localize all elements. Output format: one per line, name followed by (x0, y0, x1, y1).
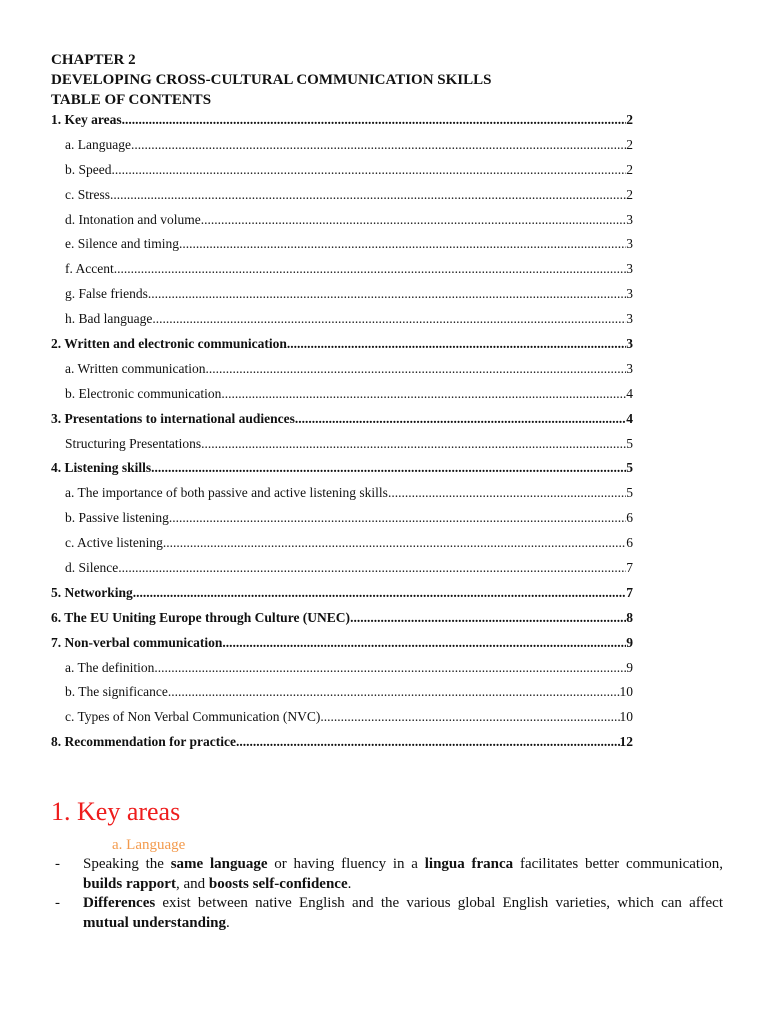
toc-entry[interactable] (51, 460, 633, 485)
toc-leader-dots (118, 560, 626, 576)
toc-leader-dots (236, 734, 620, 750)
toc-page-number: 5 (626, 485, 633, 501)
toc-entry[interactable] (51, 386, 633, 411)
toc-entry[interactable] (51, 137, 633, 162)
toc-leader-dots (110, 187, 626, 203)
toc-entry[interactable] (51, 660, 633, 685)
toc-leader-dots (151, 460, 626, 476)
toc-page-number: 6 (626, 535, 633, 551)
toc-leader-dots (163, 535, 626, 551)
toc-page-number: 7 (626, 584, 633, 600)
toc-entry[interactable] (51, 286, 633, 311)
toc-entry-title: a. The importance of both passive and active listening skills (65, 485, 388, 501)
toc-entry-title: 4. Listening skills (51, 460, 152, 476)
toc-page-number: 2 (626, 161, 633, 177)
toc-leader-dots (287, 336, 626, 352)
toc-entry-title: a. Language (65, 136, 131, 152)
toc-entry[interactable] (51, 510, 633, 535)
toc-entry-title: 2. Written and electronic communication (51, 336, 287, 352)
toc-entry-title: h. Bad language (65, 311, 153, 327)
toc-page-number: 3 (626, 336, 633, 352)
toc-entry[interactable] (51, 236, 633, 261)
toc-page-number: 2 (626, 136, 633, 152)
toc-entry-title: f. Accent (65, 261, 114, 277)
toc-entry-title: c. Active listening (65, 535, 163, 551)
toc-page-number: 3 (626, 261, 633, 277)
toc-leader-dots (222, 635, 626, 651)
toc-page-number: 3 (626, 311, 633, 327)
toc-entry[interactable] (51, 162, 633, 187)
toc-leader-dots (206, 361, 627, 377)
toc-entry[interactable] (51, 436, 633, 461)
toc-leader-dots (388, 485, 626, 501)
toc-entry[interactable] (51, 635, 633, 660)
toc-entry[interactable] (51, 411, 633, 436)
toc-page-number: 3 (626, 360, 633, 376)
toc-entry-title: 3. Presentations to international audiences (51, 410, 295, 426)
toc-entry[interactable] (51, 336, 633, 361)
toc-entry-title: g. False friends (65, 286, 148, 302)
toc-entry[interactable] (51, 585, 633, 610)
toc-page-number: 4 (626, 410, 633, 426)
toc-entry[interactable] (51, 112, 633, 137)
toc-entry-title: c. Stress (65, 186, 110, 202)
toc-entry[interactable] (51, 560, 633, 585)
toc-entry[interactable] (51, 734, 633, 759)
toc-entry[interactable] (51, 187, 633, 212)
toc-entry-title: d. Silence (65, 560, 119, 576)
section-heading: 1. Key areas (51, 797, 181, 826)
bullet-text: Speaking the same language or having fluency in a lingua franca facilitates better communication, builds rapport, and boosts self-confidence. (83, 856, 724, 892)
toc-entry-title: Structuring Presentations (65, 435, 202, 451)
bullet-list (51, 855, 723, 933)
toc-leader-dots (169, 510, 626, 526)
bullet-text: Differences exist between native English and the various global English varieties, which can affect mutual understanding. (83, 895, 723, 931)
toc-page-number: 5 (626, 460, 633, 476)
toc-leader-dots (112, 162, 627, 178)
toc-entry-title: b. Speed (65, 161, 112, 177)
toc-entry[interactable] (51, 709, 633, 734)
toc-entry[interactable] (51, 361, 633, 386)
toc-leader-dots (168, 684, 620, 700)
toc-heading: TABLE OF CONTENTS (51, 92, 212, 108)
toc-leader-dots (152, 311, 626, 327)
toc-page-number: 7 (626, 560, 633, 576)
bullet-marker: - (55, 856, 60, 872)
toc-page-number: 2 (626, 112, 633, 127)
toc-entry[interactable] (51, 212, 633, 237)
toc-entry[interactable] (51, 261, 633, 286)
toc-page-number: 3 (626, 286, 633, 302)
toc-page-number: 3 (626, 236, 633, 252)
toc-page-number: 12 (619, 734, 633, 750)
toc-page-number: 4 (626, 385, 633, 401)
toc-leader-dots (179, 236, 626, 252)
toc-entry[interactable] (51, 610, 633, 635)
toc-entry[interactable] (51, 535, 633, 560)
toc-entry[interactable] (51, 311, 633, 336)
toc-page-number: 9 (626, 659, 633, 675)
toc-page-number: 6 (626, 510, 633, 526)
toc-page-number: 8 (626, 609, 633, 625)
table-of-contents (51, 112, 633, 759)
bullet-marker: - (55, 895, 60, 911)
toc-entry-title: 8. Recommendation for practice (51, 734, 236, 750)
toc-entry-title: b. Electronic communication (65, 385, 222, 401)
toc-entry-title: b. Passive listening (65, 510, 169, 526)
toc-entry-title: 6. The EU Uniting Europe through Culture (UNEC) (51, 609, 351, 625)
toc-leader-dots (154, 660, 626, 676)
chapter-label: CHAPTER 2 (51, 52, 136, 68)
toc-leader-dots (320, 709, 619, 725)
toc-leader-dots (133, 585, 627, 601)
toc-page-number: 9 (626, 634, 633, 650)
toc-leader-dots (122, 112, 627, 128)
toc-entry-title: 5. Networking (51, 584, 133, 600)
toc-entry-title: b. The significance (65, 684, 168, 700)
toc-page-number: 10 (619, 684, 633, 700)
toc-leader-dots (221, 386, 626, 402)
toc-entry[interactable] (51, 684, 633, 709)
toc-entry-title: e. Silence and timing (65, 236, 179, 252)
list-item (51, 855, 723, 894)
toc-page-number: 10 (619, 709, 633, 725)
list-item (51, 894, 723, 933)
toc-leader-dots (201, 436, 626, 452)
toc-entry-title: a. The definition (65, 659, 155, 675)
toc-entry[interactable] (51, 485, 633, 510)
toc-page-number: 5 (626, 435, 633, 451)
toc-leader-dots (148, 286, 626, 302)
toc-leader-dots (201, 212, 627, 228)
toc-page-number: 3 (626, 211, 633, 227)
chapter-title: DEVELOPING CROSS-CULTURAL COMMUNICATION SKILLS (51, 72, 492, 88)
toc-leader-dots (131, 137, 626, 153)
subsection-heading: a. Language (112, 837, 186, 853)
toc-page-number: 2 (626, 186, 633, 202)
toc-entry-title: a. Written communication (65, 360, 206, 376)
toc-entry-title: d. Intonation and volume (65, 211, 201, 227)
toc-entry-title: c. Types of Non Verbal Communication (NVC) (65, 709, 321, 725)
toc-leader-dots (295, 411, 626, 427)
toc-entry-title: 7. Non-verbal communication (51, 634, 223, 650)
document-page (51, 50, 726, 931)
toc-leader-dots (350, 610, 626, 626)
toc-entry-title: 1. Key areas (51, 112, 122, 127)
toc-leader-dots (114, 261, 627, 277)
